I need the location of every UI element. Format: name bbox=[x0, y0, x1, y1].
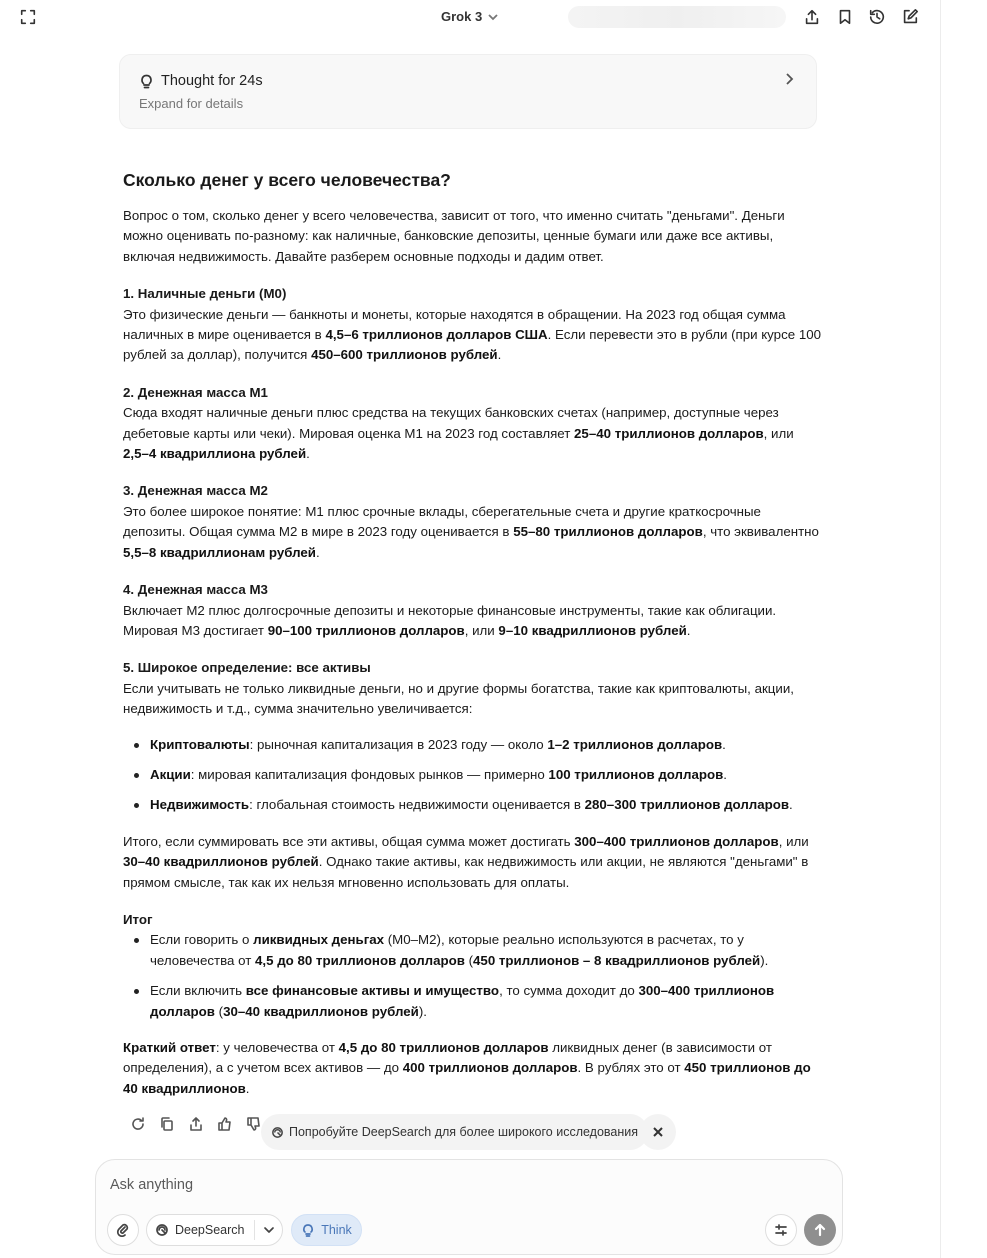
section-title: 2. Денежная масса M1 bbox=[123, 384, 268, 400]
share-icon[interactable] bbox=[186, 1114, 206, 1134]
deepsearch-button[interactable] bbox=[146, 1214, 283, 1246]
itog-title: Итог bbox=[123, 911, 153, 927]
section-m1: 2. Денежная масса M1 Сюда входят наличные деньги плюс средства на текущих банковских счетах (например, доступные через дебетовые карты или чеки). Мировая оценка M1 на 2023 год составляет 25–40 триллионов долларов, или 2,5–4 квадриллиона рублей. bbox=[123, 383, 823, 465]
header bbox=[0, 0, 940, 34]
chevron-down-icon[interactable] bbox=[262, 1223, 276, 1237]
think-label: Think bbox=[321, 1223, 352, 1237]
deepsearch-icon bbox=[155, 1223, 169, 1237]
thought-panel[interactable] bbox=[119, 54, 817, 129]
message-actions bbox=[128, 1114, 264, 1134]
model-selector[interactable] bbox=[441, 9, 499, 24]
composer bbox=[95, 1159, 843, 1255]
right-border bbox=[940, 0, 941, 1258]
list-item: Недвижимость: глобальная стоимость недвижимости оценивается в 280–300 триллионов долларов. bbox=[123, 795, 823, 815]
chevron-down-icon bbox=[487, 11, 499, 23]
history-icon[interactable] bbox=[867, 7, 887, 27]
sliders-icon bbox=[774, 1223, 788, 1237]
thumbs-up-icon[interactable] bbox=[215, 1114, 235, 1134]
section-m0: 1. Наличные деньги (M0) Это физические деньги — банкноты и монеты, которые находятся в обращении. На 2023 год общая сумма наличных в мире оценивается в 4,5–6 триллионов долларов США. Если перевести это в рубли (при курсе 100 рублей за доллар), получится 450–600 триллионов рублей. bbox=[123, 286, 822, 363]
short-answer: Краткий ответ: у человечества от 4,5 до 80 триллионов долларов ликвидных денег (в зависимости от определения), а с учетом всех активов — до 400 триллионов долларов. В рублях это от 450 триллионов до 40 квадриллионов. bbox=[123, 1040, 811, 1096]
lightbulb-icon bbox=[140, 74, 153, 89]
list-item: Криптовалюты: рыночная капитализация в 2023 году — около 1–2 триллионов долларов. bbox=[123, 735, 823, 755]
deepsearch-suggestion-label: Попробуйте DeepSearch для более широкого исследования bbox=[289, 1125, 639, 1139]
bookmark-icon[interactable] bbox=[835, 7, 855, 27]
regenerate-icon[interactable] bbox=[128, 1114, 148, 1134]
section-m3: 4. Денежная масса M3 Включает M2 плюс долгосрочные депозиты и некоторые финансовые инструменты, такие как облигации. Мировая M3 достигает 90–100 триллионов долларов, или 9–10 квадриллионов рублей. bbox=[123, 580, 823, 641]
answer-intro: Вопрос о том, сколько денег у всего человечества, зависит от того, что именно считать "деньгами". Деньги можно оценивать по-разному: как наличные, банковские депозиты, ценные бумаги или даже все активы, включая недвижимость. Давайте разберем основные подходы и дадим ответ. bbox=[123, 208, 785, 264]
share-icon[interactable] bbox=[802, 7, 822, 27]
settings-button[interactable] bbox=[765, 1214, 797, 1246]
ask-input[interactable] bbox=[110, 1177, 710, 1193]
section-title: 4. Денежная масса M3 bbox=[123, 582, 268, 598]
list-item: Если включить все финансовые активы и имущество, то сумма доходит до 300–400 триллионов долларов (30–40 квадриллионов рублей). bbox=[123, 981, 823, 1022]
paperclip-icon bbox=[116, 1223, 130, 1237]
section-all-assets: 5. Широкое определение: все активы Если учитывать не только ликвидные деньги, но и другие формы богатства, такие как криптовалюты, акции, недвижимость и т.д., сумма значительно увеличивается: bbox=[123, 658, 823, 719]
divider bbox=[254, 1220, 255, 1240]
blurred-title-bar bbox=[568, 6, 786, 28]
thought-title: Thought for 24s bbox=[140, 73, 263, 89]
attach-button[interactable] bbox=[107, 1214, 139, 1246]
think-button[interactable] bbox=[291, 1214, 362, 1246]
copy-icon[interactable] bbox=[157, 1114, 177, 1134]
total-paragraph: Итого, если суммировать все эти активы, общая сумма может достигать 300–400 триллионов долларов, или 30–40 квадриллионов рублей. Однако такие активы, как недвижимость или акции, не являются "деньгами" в прямом смысле, так как их нельзя мгновенно использовать для оплаты. bbox=[123, 833, 809, 890]
deepsearch-suggestion[interactable] bbox=[261, 1114, 648, 1150]
section-title: 5. Широкое определение: все активы bbox=[123, 660, 371, 676]
chevron-right-icon bbox=[782, 72, 796, 86]
section-title: 1. Наличные деньги (M0) bbox=[123, 286, 287, 302]
answer-content bbox=[123, 166, 823, 1116]
thought-subtitle: Expand for details bbox=[139, 96, 244, 111]
assets-list bbox=[123, 735, 823, 816]
expand-icon[interactable] bbox=[18, 7, 38, 27]
deepsearch-label: DeepSearch bbox=[175, 1223, 245, 1237]
itog-list bbox=[123, 930, 823, 1022]
new-chat-icon[interactable] bbox=[900, 7, 920, 27]
close-suggestion-button[interactable] bbox=[640, 1114, 676, 1150]
section-title: 3. Денежная масса M2 bbox=[123, 483, 268, 499]
arrow-up-icon bbox=[813, 1223, 827, 1237]
close-icon bbox=[652, 1126, 664, 1138]
list-item: Акции: мировая капитализация фондовых рынков — примерно 100 триллионов долларов. bbox=[123, 765, 823, 785]
answer-title: Сколько денег у всего человечества? bbox=[123, 170, 451, 190]
section-m2: 3. Денежная масса M2 Это более широкое понятие: M1 плюс срочные вклады, сберегательные счета и другие краткосрочные депозиты. Общая сумма M2 в мире в 2023 году оценивается в 55–80 триллионов долларов, что эквивалентно 5,5–8 квадриллионам рублей. bbox=[123, 481, 823, 563]
send-button[interactable] bbox=[804, 1214, 836, 1246]
lightbulb-icon bbox=[301, 1223, 315, 1237]
deepsearch-icon bbox=[271, 1126, 284, 1139]
model-label: Grok 3 bbox=[441, 9, 483, 24]
list-item: Если говорить о ликвидных деньгах (M0–M2), которые реально используются в расчетах, то у человечества от 4,5 до 80 триллионов долларов (450 триллионов – 8 квадриллионов рублей). bbox=[123, 930, 823, 971]
